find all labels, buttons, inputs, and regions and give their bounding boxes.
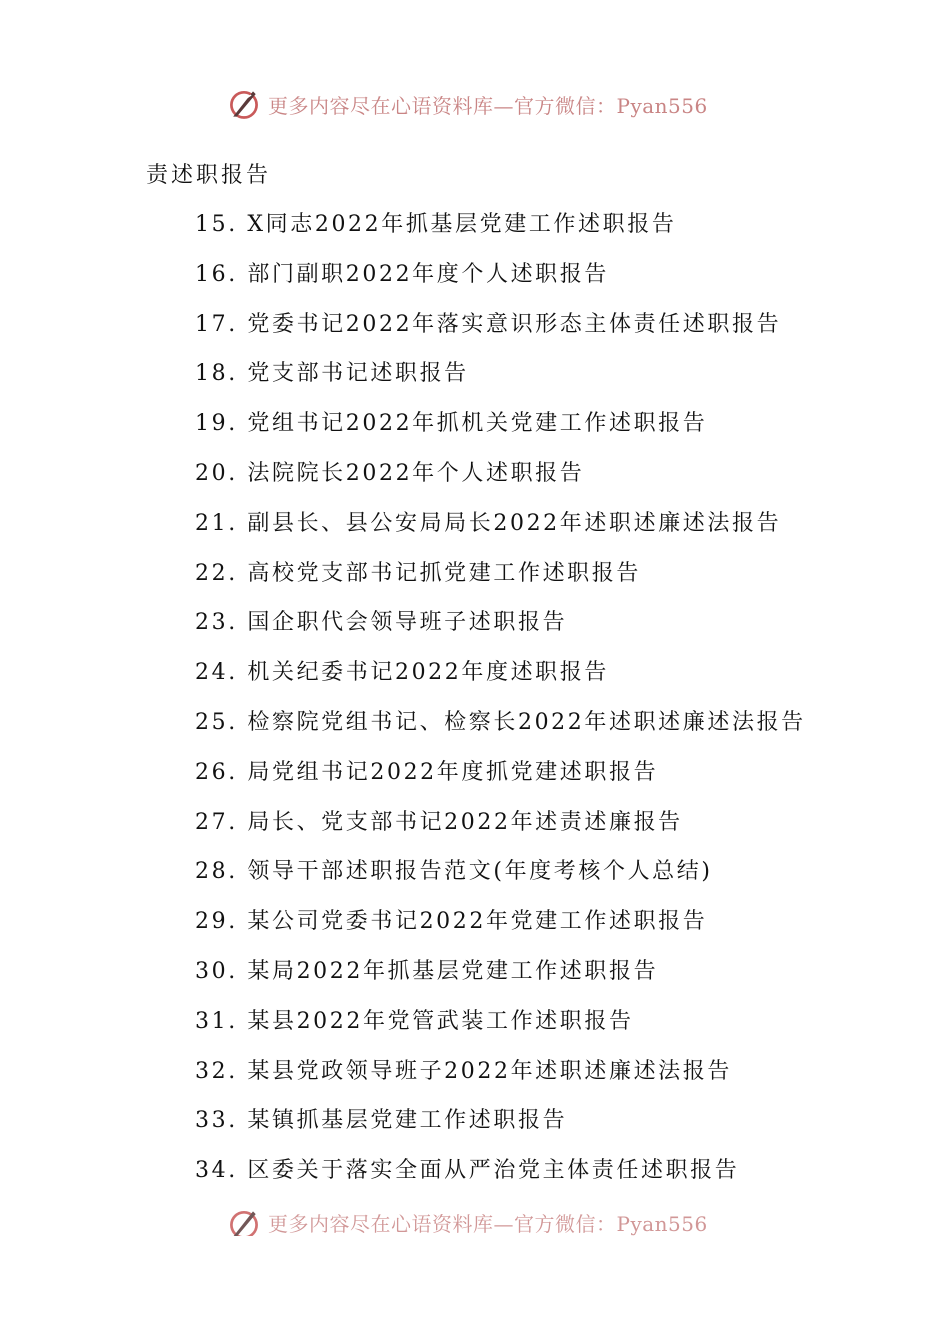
toc-item-19: 19. 党组书记2022年抓机关党建工作述职报告 (195, 411, 708, 437)
toc-item-15: 15. X同志2022年抓基层党建工作述职报告 (195, 212, 677, 237)
toc-item-25: 25. 检察院党组书记、检察长2022年述职述廉述法报告 (195, 709, 806, 735)
toc-item-18: 18. 党支部书记述职报告 (195, 361, 469, 387)
toc-item-26: 26. 局党组书记2022年度抓党建述职报告 (195, 759, 659, 785)
toc-item-22: 22. 高校党支部书记抓党建工作述职报告 (195, 560, 641, 586)
footer-watermark-text: 更多内容尽在心语资料库—官方微信：Pyan556 (268, 1212, 708, 1236)
toc-item-34: 34. 区委关于落实全面从严治党主体责任述职报告 (195, 1158, 740, 1184)
header-watermark (226, 84, 708, 124)
toc-item-16: 16. 部门副职2022年度个人述职报告 (195, 261, 609, 287)
quill-pen-logo-icon (226, 86, 262, 122)
toc-item-32: 32. 某县党政领导班子2022年述职述廉述法报告 (195, 1058, 732, 1084)
toc-item-27: 27. 局长、党支部书记2022年述责述廉报告 (195, 809, 683, 835)
toc-item-28: 28. 领导干部述职报告范文(年度考核个人总结) (195, 859, 713, 885)
toc-item-29: 29. 某公司党委书记2022年党建工作述职报告 (195, 909, 708, 935)
toc-item-17: 17. 党委书记2022年落实意识形态主体责任述职报告 (195, 311, 782, 337)
toc-item-21: 21. 副县长、县公安局局长2022年述职述廉述法报告 (195, 510, 782, 536)
toc-list (195, 206, 806, 1202)
toc-item-31: 31. 某县2022年党管武装工作述职报告 (195, 1008, 634, 1034)
toc-item-33: 33. 某镇抓基层党建工作述职报告 (195, 1108, 568, 1134)
header-watermark-text: 更多内容尽在心语资料库—官方微信：Pyan556 (268, 93, 708, 118)
continuation-line: 责述职报告 (146, 163, 272, 188)
footer-watermark (226, 1206, 708, 1236)
toc-item-23: 23. 国企职代会领导班子述职报告 (195, 610, 568, 636)
quill-pen-logo-icon (226, 1206, 262, 1236)
toc-item-20: 20. 法院院长2022年个人述职报告 (195, 460, 585, 486)
toc-item-24: 24. 机关纪委书记2022年度述职报告 (195, 660, 609, 686)
toc-item-30: 30. 某局2022年抓基层党建工作述职报告 (195, 958, 659, 984)
